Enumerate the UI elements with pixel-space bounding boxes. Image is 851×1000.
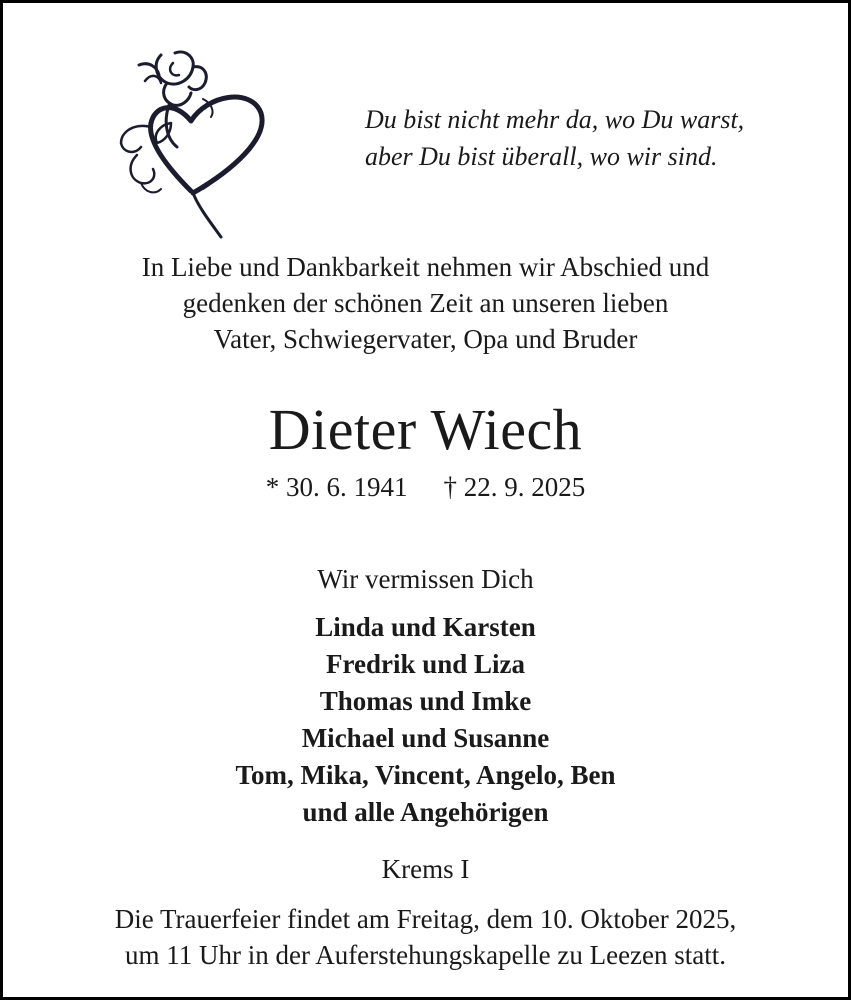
life-dates	[3, 469, 848, 505]
service-line: Die Trauerfeier findet am Freitag, dem 10. Oktober 2025,	[114, 904, 737, 934]
mourners-list	[3, 609, 848, 831]
quote-line: aber Du bist überall, wo wir sind.	[365, 142, 718, 171]
intro-line: In Liebe und Dankbarkeit nehmen wir Abschied und	[141, 252, 710, 282]
quote-line: Du bist nicht mehr da, wo Du warst,	[365, 105, 745, 134]
mourners-heading: Wir vermissen Dich	[317, 564, 534, 594]
deceased-name: Dieter Wiech	[268, 397, 583, 462]
quote	[365, 101, 805, 175]
service-line: um 11 Uhr in der Auferstehungskapelle zu Leezen statt.	[124, 940, 727, 970]
birth-date: * 30. 6. 1941	[265, 472, 408, 502]
mourner-name: Michael und Susanne	[301, 723, 550, 753]
mourner-name: und alle Angehörigen	[302, 797, 549, 827]
mourner-name: Linda und Karsten	[315, 612, 536, 642]
intro-line: gedenken der schönen Zeit an unseren lieben	[182, 288, 669, 318]
mourner-name: Tom, Mika, Vincent, Angelo, Ben	[235, 760, 616, 790]
intro-line: Vater, Schwiegervater, Opa und Bruder	[213, 324, 638, 354]
intro-text	[3, 249, 848, 357]
mourner-name: Thomas und Imke	[319, 686, 532, 716]
mourner-name: Fredrik und Liza	[325, 649, 526, 679]
place: Krems I	[381, 854, 470, 884]
service-info	[3, 901, 848, 973]
death-date: † 22. 9. 2025	[443, 472, 586, 502]
rose-heart-icon	[111, 43, 271, 243]
